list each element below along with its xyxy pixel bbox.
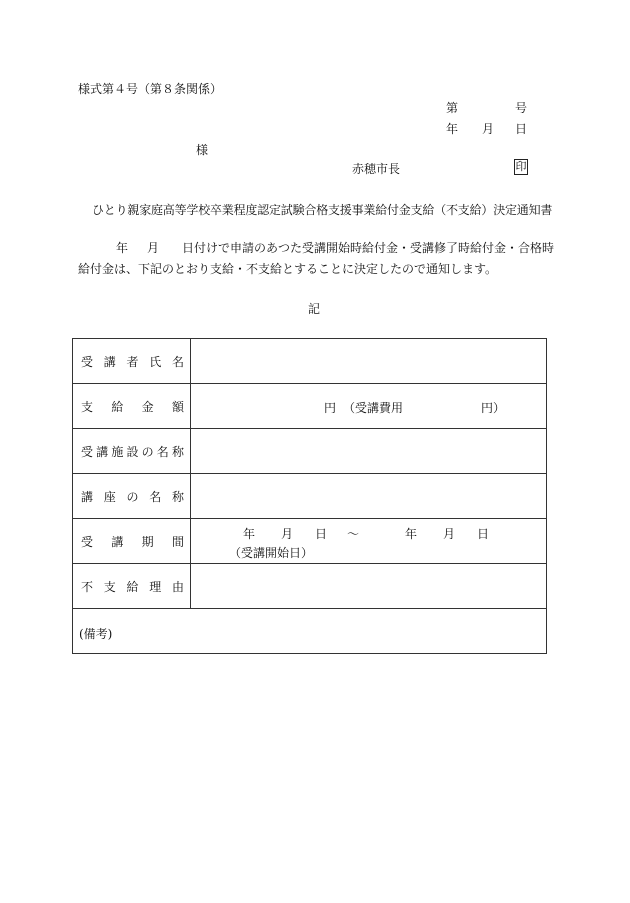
body-month: 月 — [147, 241, 160, 255]
label-char: の — [126, 489, 139, 504]
label-char: 支 — [81, 399, 94, 414]
label-char: 支 — [103, 579, 116, 594]
label-char: 理 — [149, 579, 162, 594]
label-char: 講 — [96, 444, 109, 459]
ki-heading: 記 — [308, 302, 321, 316]
label-char: 間 — [171, 534, 184, 549]
body-year: 年 — [116, 241, 129, 255]
payment-amount-field[interactable] — [191, 384, 547, 429]
label-char: 不 — [81, 579, 94, 594]
notes-field[interactable] — [73, 609, 547, 654]
training-period-field[interactable] — [191, 519, 547, 564]
fee-close: 円） — [481, 401, 506, 415]
label-char: 受 — [81, 444, 94, 459]
facility-name-field[interactable] — [191, 429, 547, 474]
label-char: 給 — [111, 399, 124, 414]
label-char: 名 — [149, 489, 162, 504]
period-end-day: 日 — [477, 527, 490, 541]
label-char: 設 — [126, 444, 139, 459]
label-char: 名 — [156, 444, 169, 459]
label-char: 称 — [171, 489, 184, 504]
trainee-name-field[interactable] — [191, 339, 547, 384]
label-char: 受 — [81, 354, 94, 369]
body-line1: 日付けで申請のあつた受講開始時給付金・受講修了時給付金・合格時 — [182, 241, 555, 255]
label-char: 講 — [103, 354, 116, 369]
label-char: 称 — [171, 444, 184, 459]
doc-number-prefix: 第 — [446, 101, 459, 115]
table-row-training-period — [73, 519, 547, 564]
label-cell — [73, 474, 191, 519]
date-day: 日 — [515, 122, 528, 136]
form-number: 様式第４号（第８条関係） — [78, 82, 223, 96]
label-char: 氏 — [149, 354, 162, 369]
table-row-nonpayment-reason — [73, 564, 547, 609]
label-char: 給 — [126, 579, 139, 594]
amount-yen: 円 — [324, 401, 337, 415]
period-start-month: 月 — [281, 527, 294, 541]
addressee-honorific: 様 — [196, 143, 209, 157]
label-char: の — [141, 444, 154, 459]
label-char: 金 — [141, 399, 154, 414]
period-start-note: （受講開始日） — [229, 546, 314, 560]
label-char: 由 — [171, 579, 184, 594]
label-char: 額 — [171, 399, 184, 414]
label-char: 講 — [111, 534, 124, 549]
nonpayment-reason-field[interactable] — [191, 564, 547, 609]
label-char: 施 — [111, 444, 124, 459]
table-row-payment-amount — [73, 384, 547, 429]
fee-open: （受講費用 — [343, 401, 404, 415]
label-char: 期 — [141, 534, 154, 549]
table-row-facility-name — [73, 429, 547, 474]
body-line2: 給付金は、下記のとおり支給・不支給とすることに決定したので通知します。 — [78, 262, 498, 276]
period-start-year: 年 — [243, 527, 256, 541]
notes-label: (備考) — [79, 627, 113, 641]
course-name-field[interactable] — [191, 474, 547, 519]
period-tilde: ～ — [347, 527, 360, 541]
label-char: 名 — [171, 354, 184, 369]
seal-mark: 印 — [515, 160, 527, 173]
table-row-course-name — [73, 474, 547, 519]
label-cell — [73, 519, 191, 564]
label-char: 者 — [126, 354, 139, 369]
date-year: 年 — [446, 122, 459, 136]
table-row-notes — [73, 609, 547, 654]
period-start-day: 日 — [315, 527, 328, 541]
label-char: 受 — [81, 534, 94, 549]
label-char: 座 — [103, 489, 116, 504]
label-cell — [73, 384, 191, 429]
date-month: 月 — [482, 122, 495, 136]
label-cell — [73, 429, 191, 474]
document-title: ひとり親家庭高等学校卒業程度認定試験合格支援事業給付金支給（不支給）決定通知書 — [92, 203, 553, 217]
label-cell — [73, 339, 191, 384]
issuer-name: 赤穂市長 — [352, 162, 401, 176]
period-end-year: 年 — [405, 527, 418, 541]
doc-number-suffix: 号 — [515, 101, 528, 115]
label-cell — [73, 564, 191, 609]
period-end-month: 月 — [443, 527, 456, 541]
label-char: 講 — [81, 489, 94, 504]
decision-table — [72, 338, 547, 654]
table-row-trainee-name — [73, 339, 547, 384]
